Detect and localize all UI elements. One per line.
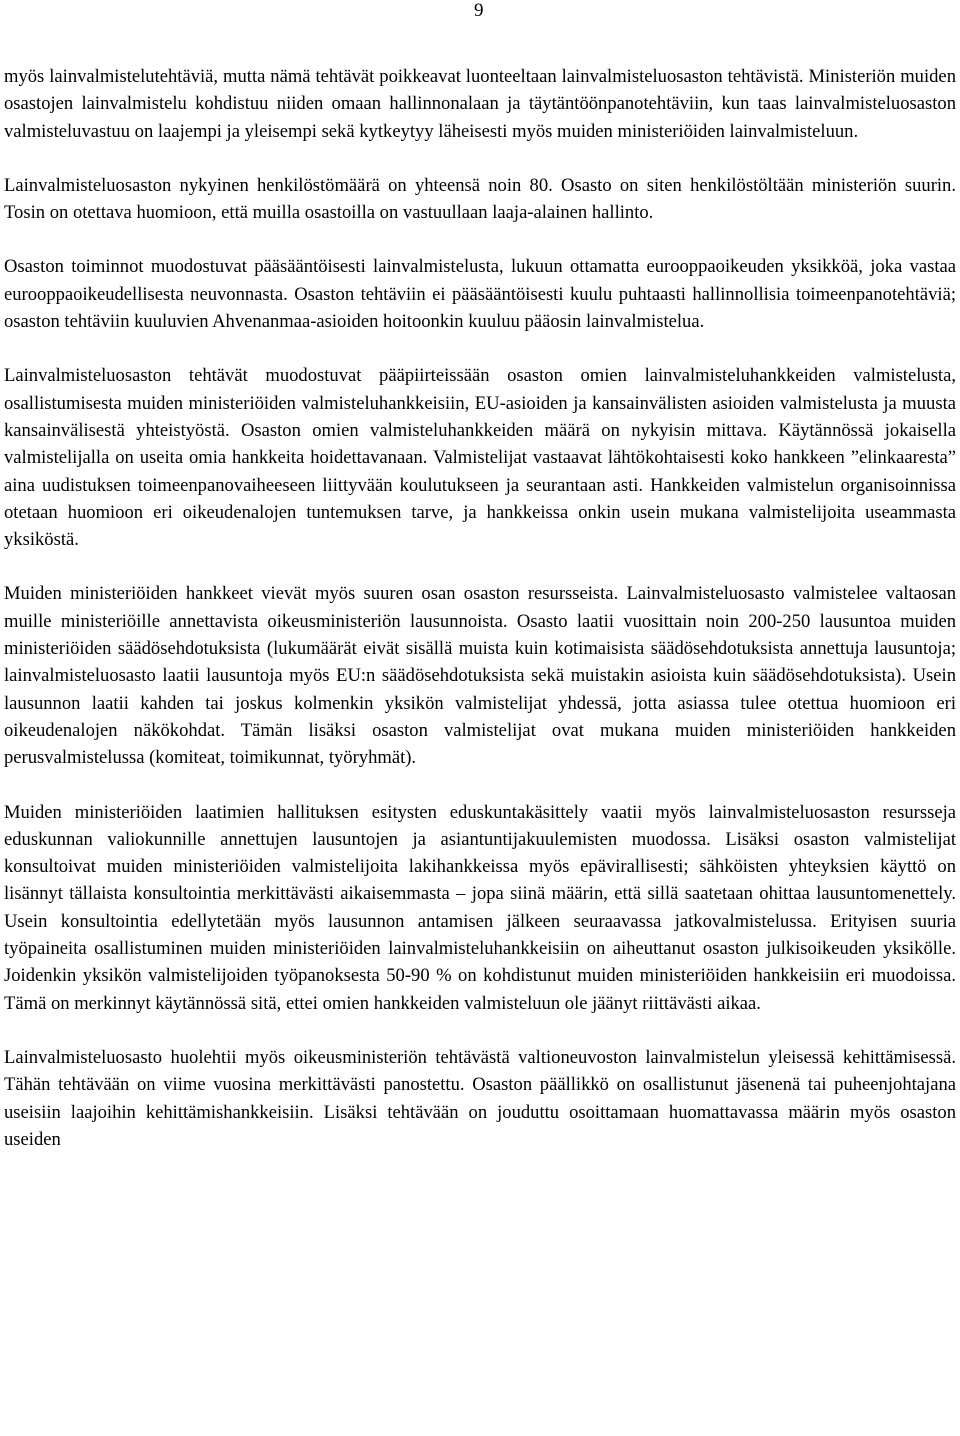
paragraph: Muiden ministeriöiden hankkeet vievät myös suuren osan osaston resursseista. Lainvalmisteluosasto valmistelee valtaosan muille ministeriöille annettavista oikeusministeriön lausunnoista. Osasto laatii vuosittain noin 200-250 lausuntoa muiden ministeriöiden säädösehdotuksista (lukumäärät eivät sisällä muista kuin kotimaisista säädösehdotuksista annettuja lausuntoja; lainvalmisteluosasto laatii lausuntoja myös EU:n säädösehdotuksista sekä muistakin asioista kuin säädösehdotuksista). Usein lausunnon laatii kahden tai joskus kolmenkin yksikön valmistelijat yhdessä, jotta asiassa tulee otettua huomioon eri oikeudenalojen näkökohdat. Tämän lisäksi osaston valmistelijat ovat mukana muiden ministeriöiden hankkeiden perusvalmistelussa (komiteat, toimikunnat, työryhmät). xyxy=(4,583,956,769)
paragraph: Muiden ministeriöiden laatimien hallituksen esitysten eduskuntakäsittely vaatii myös lainvalmisteluosaston resursseja eduskunnan valiokunnille annettujen lausuntojen ja asiantuntijakuulemisten muodossa. Lisäksi osaston valmistelijat konsultoivat muiden ministeriöiden valmistelijoita lakihankkeissa myös epävirallisesti; sähköisten yhteyksien käyttö on lisännyt tällaista konsultointia merkittävästi aikaisemmasta – jopa siinä määrin, että sillä saatetaan ohittaa lausuntomenettely. Usein konsultointia edellytetään myös lausunnon antamisen jälkeen seuraavassa jatkovalmistelussa. Erityisen suuria työpaineita osallistuminen muiden ministeriöiden lainvalmisteluhankkeisiin on aiheuttanut osaston julkisoikeuden yksikölle. Joidenkin yksikön valmistelijoiden työpanoksesta 50-90 % on kohdistunut muiden ministeriöiden hankkeisiin eri muodoissa. Tämä on merkinnyt käytännössä sitä, ettei omien hankkeiden valmisteluun ole jäänyt riittävästi aikaa. xyxy=(4,801,956,1014)
body-text xyxy=(4,63,956,1153)
paragraph: Lainvalmisteluosasto huolehtii myös oikeusministeriön tehtävästä valtioneuvoston lainvalmistelun yleisessä kehittämisessä. Tähän tehtävään on viime vuosina merkittävästi panostettu. Osaston päällikkö on osallistunut jäsenenä tai puheenjohtajana useisiin laajoihin kehittämishankkeisiin. Lisäksi tehtävään on jouduttu osoittamaan huomattavassa määrin myös osaston useiden xyxy=(4,1046,956,1150)
paragraph: Osaston toiminnot muodostuvat pääsääntöisesti lainvalmistelusta, lukuun ottamatta eurooppaoikeuden yksikköä, joka vastaa eurooppaoikeudellisesta neuvonnasta. Osaston tehtäviin ei pääsääntöisesti kuulu puhtaasti hallinnollisia toimeenpanotehtäviä; osaston tehtäviin kuuluvien Ahvenanmaa-asioiden hoitoonkin kuuluu pääosin lainvalmistelua. xyxy=(4,256,956,333)
paragraph: Lainvalmisteluosaston nykyinen henkilöstömäärä on yhteensä noin 80. Osasto on siten henkilöstöltään ministeriön suurin. Tosin on otettava huomioon, että muilla osastoilla on vastuullaan laaja-alainen hallinto. xyxy=(4,174,956,224)
paragraph: Lainvalmisteluosaston tehtävät muodostuvat pääpiirteissään osaston omien lainvalmisteluhankkeiden valmistelusta, osallistumisesta muiden ministeriöiden valmisteluhankkeisiin, EU-asioiden ja kansainvälisten asioiden valmistelusta ja muusta kansainvälisestä yhteistyöstä. Osaston omien valmisteluhankkeiden määrä on nykyisin mittava. Käytännössä jokaisella valmistelijalla on useita omia hankkeita hoidettavanaan. Valmistelijat vastaavat lähtökohtaisesti koko hankkeen ”elinkaaresta” aina uudistuksen toimeenpanovaiheeseen liittyvään koulutukseen ja seurantaan asti. Hankkeiden valmistelun organisoinnissa otetaan huomioon eri oikeudenalojen tuntemuksen tarve, ja hankkeissa onkin usein mukana valmistelijoita useammasta yksiköstä. xyxy=(4,365,956,551)
page-number: 9 xyxy=(474,0,484,21)
paragraph: myös lainvalmistelutehtäviä, mutta nämä tehtävät poikkeavat luonteeltaan lainvalmisteluosaston tehtävistä. Ministeriön muiden osastojen lainvalmistelu kohdistuu niiden omaan hallinnonalaan ja täytäntöönpanotehtäviin, kun taas lainvalmisteluosaston valmisteluvastuu on laajempi ja yleisempi sekä kytkeytyy läheisesti myös muiden ministeriöiden lainvalmisteluun. xyxy=(4,66,956,142)
